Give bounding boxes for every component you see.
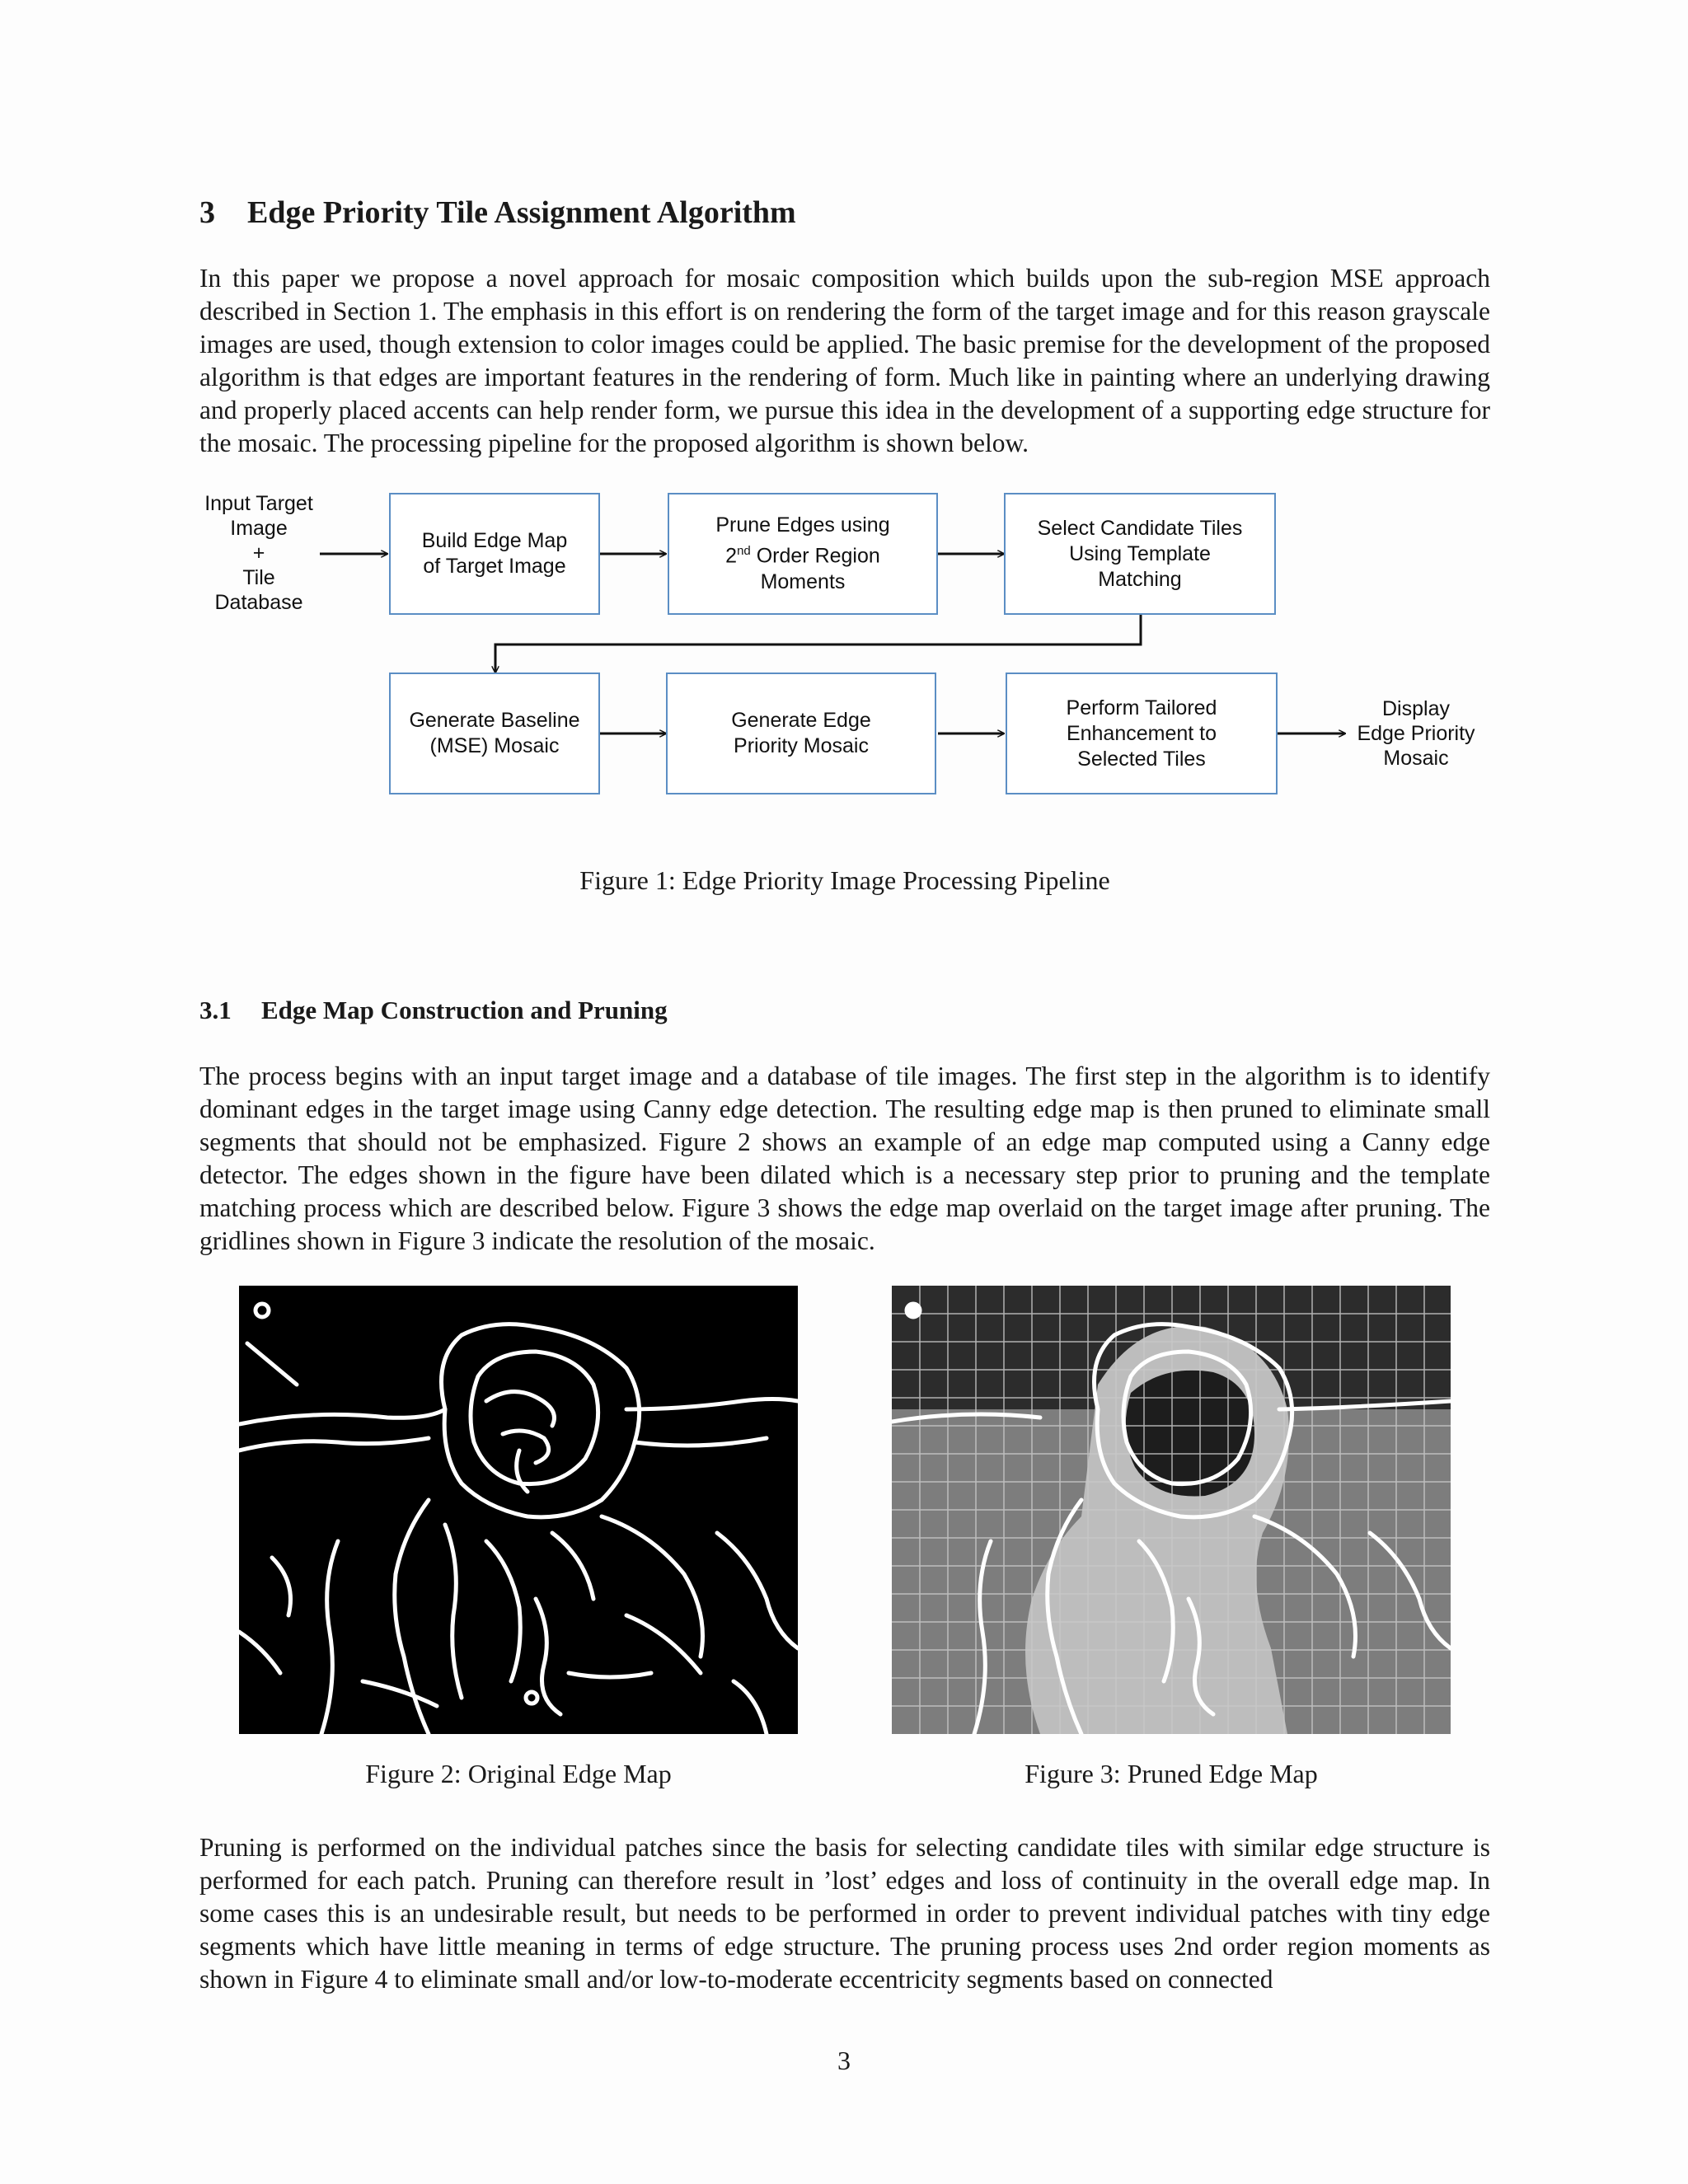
arrow-select-to-baseline [495, 615, 1141, 673]
edge-map-paragraph: The process begins with an input target image and a database of tile images. The first step in the algorithm is to identify dominant edges in the target image using Canny edge detection. The resulting edge map is then pruned to eliminate small segments that should not be emphasized. Figure 2 shows an example of an edge map computed using a Canny edge detector. The edges shown in the figure have been dilated which is a necessary step prior to pruning and the template matching process which are described below. Figure 3 shows the edge map overlaid on the target image after pruning. The gridlines shown in Figure 3 indicate the resolution of the mosaic. [199, 1062, 1490, 1255]
figure3-pruned-edge-map-image [892, 1286, 1451, 1734]
page-number: 3 [837, 2046, 851, 2075]
pipeline-prune-edges-box: Prune Edges using 2nd Order Region Moments [668, 493, 938, 615]
pipeline-baseline-mosaic-box: Generate Baseline (MSE) Mosaic [389, 673, 600, 794]
section-title-text: Edge Priority Tile Assignment Algorithm [247, 195, 796, 230]
section-title [199, 194, 796, 231]
subsection-title-text: Edge Map Construction and Pruning [261, 996, 668, 1024]
pruning-paragraph: Pruning is performed on the individual patches since the basis for selecting candidate tiles with similar edge structure is performed for each patch. Pruning can therefore result in ’lost’ edges and loss of continuity in the overall edge map. In some cases this is an undesirable result, but needs to be performed in order to prevent individual patches with tiny edge segments which have little meaning in terms of edge structure. The pruning process uses 2nd order region moments as shown in Figure 4 to eliminate small and/or low-to-moderate eccentricity segments based on connected [199, 1833, 1490, 1994]
intro-paragraph: In this paper we propose a novel approach for mosaic composition which builds upon the sub-region MSE approach described in Section 1. The emphasis in this effort is on rendering the form of the target image and for this reason grayscale images are used, though extension to color images could be applied. The basic premise for the development of the proposed algorithm is that edges are important features in the rendering of form. Much like in painting where an underlying drawing and properly placed accents can help render form, we pursue this idea in the development of a supporting edge structure for the mosaic. The processing pipeline for the proposed algorithm is shown below. [199, 264, 1490, 457]
figure2-caption: Figure 2: Original Edge Map [365, 1759, 672, 1788]
figure3-caption: Figure 3: Pruned Edge Map [1025, 1759, 1318, 1788]
subsection-title [199, 996, 668, 1025]
pipeline-display-label: Display Edge Priority Mosaic [1357, 697, 1475, 770]
pipeline-input-label: Input Target Image + Tile Database [204, 492, 313, 614]
pipeline-build-edge-map-box: Build Edge Map of Target Image [389, 493, 600, 615]
subsection-number: 3.1 [199, 996, 232, 1024]
section-number: 3 [199, 195, 215, 230]
pruned-edge-map-drawing [892, 1286, 1451, 1734]
figure1-caption: Figure 1: Edge Priority Image Processing Pipeline [579, 865, 1110, 895]
edge-map-drawing [239, 1286, 798, 1734]
figure2-original-edge-map-image [239, 1286, 798, 1734]
pipeline-select-tiles-box: Select Candidate Tiles Using Template Matching [1004, 493, 1276, 615]
pipeline-tailored-enhancement-box: Perform Tailored Enhancement to Selected Tiles [1006, 673, 1278, 794]
pipeline-edge-priority-mosaic-box: Generate Edge Priority Mosaic [666, 673, 936, 794]
pipeline-diagram [199, 486, 1518, 832]
